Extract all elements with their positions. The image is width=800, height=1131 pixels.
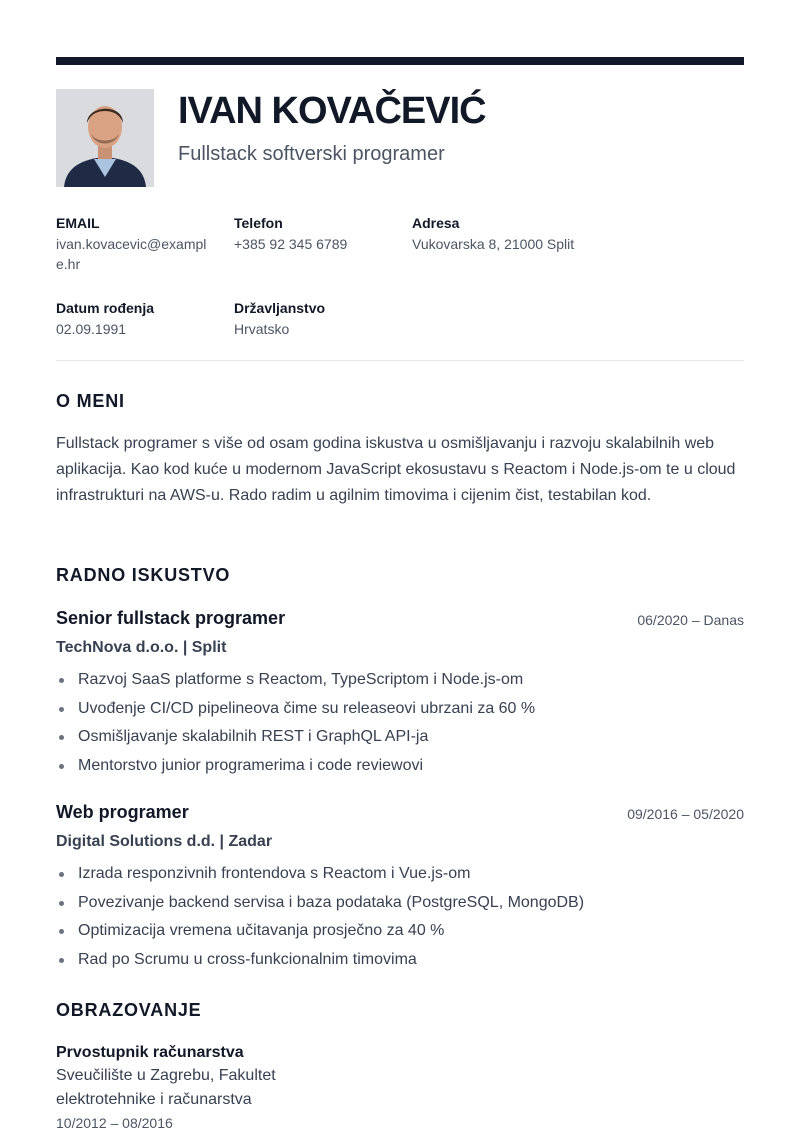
job-company: Digital Solutions d.d. | Zadar: [56, 833, 273, 850]
candidate-name: IVAN KOVAČEVIĆ: [178, 90, 486, 132]
job-bullet: Izrada responzivnih frontendova s Reactom i Vue.js-om: [56, 860, 744, 889]
job-dates: 06/2020 – Danas: [637, 612, 744, 628]
contact-birthdate: [56, 299, 216, 339]
contact-citizenship: [234, 299, 394, 339]
candidate-title: Fullstack softverski programer: [178, 143, 445, 165]
section-divider: [56, 360, 744, 361]
education-school: Sveučilište u Zagrebu, Fakultet elektrotehnike i računarstva: [56, 1067, 276, 1108]
job-bullet: Osmišljavanje skalabilnih REST i GraphQL API-ja: [56, 723, 744, 752]
contact-value: 02.09.1991: [56, 321, 127, 337]
job-company: TechNova d.o.o. | Split: [56, 639, 227, 656]
job-bullet: Uvođenje CI/CD pipelineova čime su releaseovi ubrzani za 60 %: [56, 695, 744, 724]
job-bullet: Povezivanje backend servisa i baza podataka (PostgreSQL, MongoDB): [56, 889, 744, 918]
contact-phone: [234, 214, 394, 254]
job-bullet: Razvoj SaaS platforme s Reactom, TypeScriptom i Node.js-om: [56, 666, 744, 695]
contact-label: Adresa: [412, 215, 460, 231]
header-accent-bar: [56, 57, 744, 65]
job-bullets: [56, 666, 744, 780]
contact-value: Hrvatsko: [234, 321, 290, 337]
job-bullet: Mentorstvo junior programerima i code reviewovi: [56, 752, 744, 781]
job-title: Senior fullstack programer: [56, 608, 286, 628]
contact-label: EMAIL: [56, 215, 100, 231]
contact-label: Telefon: [234, 215, 283, 231]
job-bullet: Optimizacija vremena učitavanja prosječno za 40 %: [56, 917, 744, 946]
education-degree: Prvostupnik računarstva: [56, 1044, 244, 1061]
profile-photo: [56, 89, 154, 187]
person-avatar-icon: [56, 89, 154, 187]
contact-label: Državljanstvo: [234, 300, 326, 316]
job-bullet: Rad po Scrumu u cross-funkcionalnim timovima: [56, 946, 744, 975]
about-heading: O MENI: [56, 391, 125, 411]
contact-value: Vukovarska 8, 21000 Split: [412, 236, 575, 252]
about-text: Fullstack programer s više od osam godina iskustva u osmišljavanju i razvoju skalabilnih web aplikacija. Kao kod kuće u modernom JavaScript ekosustavu s Reactom i Node.js-om te u cloud infrastrukturi na AWS-u. Rado radim u agilnim timovima i cijenim čist, testabilan kod.: [56, 435, 736, 504]
education-heading: OBRAZOVANJE: [56, 1000, 202, 1020]
education-dates: 10/2012 – 08/2016: [56, 1115, 173, 1131]
contact-value: +385 92 345 6789: [234, 236, 348, 252]
contact-label: Datum rođenja: [56, 300, 155, 316]
experience-heading: RADNO ISKUSTVO: [56, 565, 231, 585]
job-bullets: [56, 860, 744, 974]
job-title: Web programer: [56, 802, 189, 822]
job-dates: 09/2016 – 05/2020: [627, 806, 744, 822]
contact-value: ivan.kovacevic@example.hr: [56, 236, 207, 272]
contact-address: [412, 214, 652, 254]
contact-email: [56, 214, 216, 274]
